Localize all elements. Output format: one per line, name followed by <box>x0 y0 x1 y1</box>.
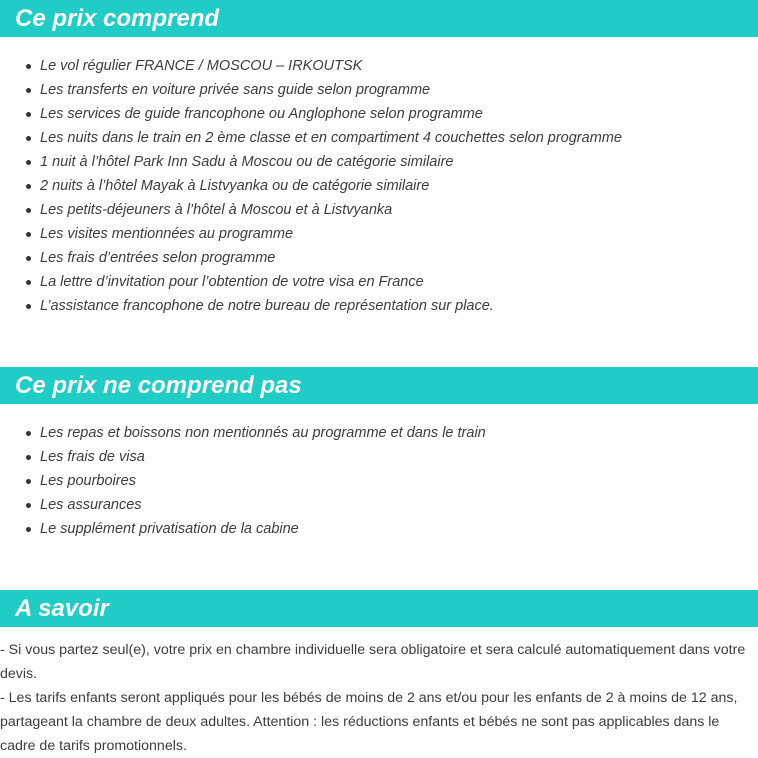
list-item: Les petits-déjeuners à l’hôtel à Moscou et à Listvyanka <box>0 198 740 222</box>
list-item: Les transferts en voiture privée sans guide selon programme <box>0 78 740 102</box>
list-item: L’assistance francophone de notre bureau de représentation sur place. <box>0 294 740 318</box>
list-item: Le vol régulier FRANCE / MOSCOU – IRKOUTSK <box>0 54 740 78</box>
list-item: Les assurances <box>0 493 740 517</box>
list-item: La lettre d’invitation pour l’obtention de votre visa en France <box>0 270 740 294</box>
list-item: 2 nuits à l’hôtel Mayak à Listvyanka ou de catégorie similaire <box>0 174 740 198</box>
excludes-header: Ce prix ne comprend pas <box>0 367 758 404</box>
note-paragraph: - Les tarifs enfants seront appliqués pour les bébés de moins de 2 ans et/ou pour les enfants de 2 à moins de 12 ans, partageant la chambre de deux adultes. Attention : les réductions enfants et bébés ne sont pas applicables dans le cadre de tarifs promotionnels. <box>0 690 738 754</box>
list-item: Les frais de visa <box>0 445 740 469</box>
notes-header: A savoir <box>0 590 758 627</box>
includes-header: Ce prix comprend <box>0 0 758 37</box>
list-item: Les pourboires <box>0 469 740 493</box>
list-item: Les frais d’entrées selon programme <box>0 246 740 270</box>
notes-text <box>0 638 752 758</box>
includes-list <box>0 54 740 318</box>
list-item: Les nuits dans le train en 2 ème classe et en compartiment 4 couchettes selon programme <box>0 126 740 150</box>
list-item: Les services de guide francophone ou Anglophone selon programme <box>0 102 740 126</box>
list-item: 1 nuit à l’hôtel Park Inn Sadu à Moscou ou de catégorie similaire <box>0 150 740 174</box>
list-item: Les visites mentionnées au programme <box>0 222 740 246</box>
excludes-list <box>0 421 740 541</box>
list-item: Le supplément privatisation de la cabine <box>0 517 740 541</box>
list-item: Les repas et boissons non mentionnés au programme et dans le train <box>0 421 740 445</box>
note-paragraph: - Si vous partez seul(e), votre prix en chambre individuelle sera obligatoire et sera calculé automatiquement dans votre devis. <box>0 642 746 682</box>
